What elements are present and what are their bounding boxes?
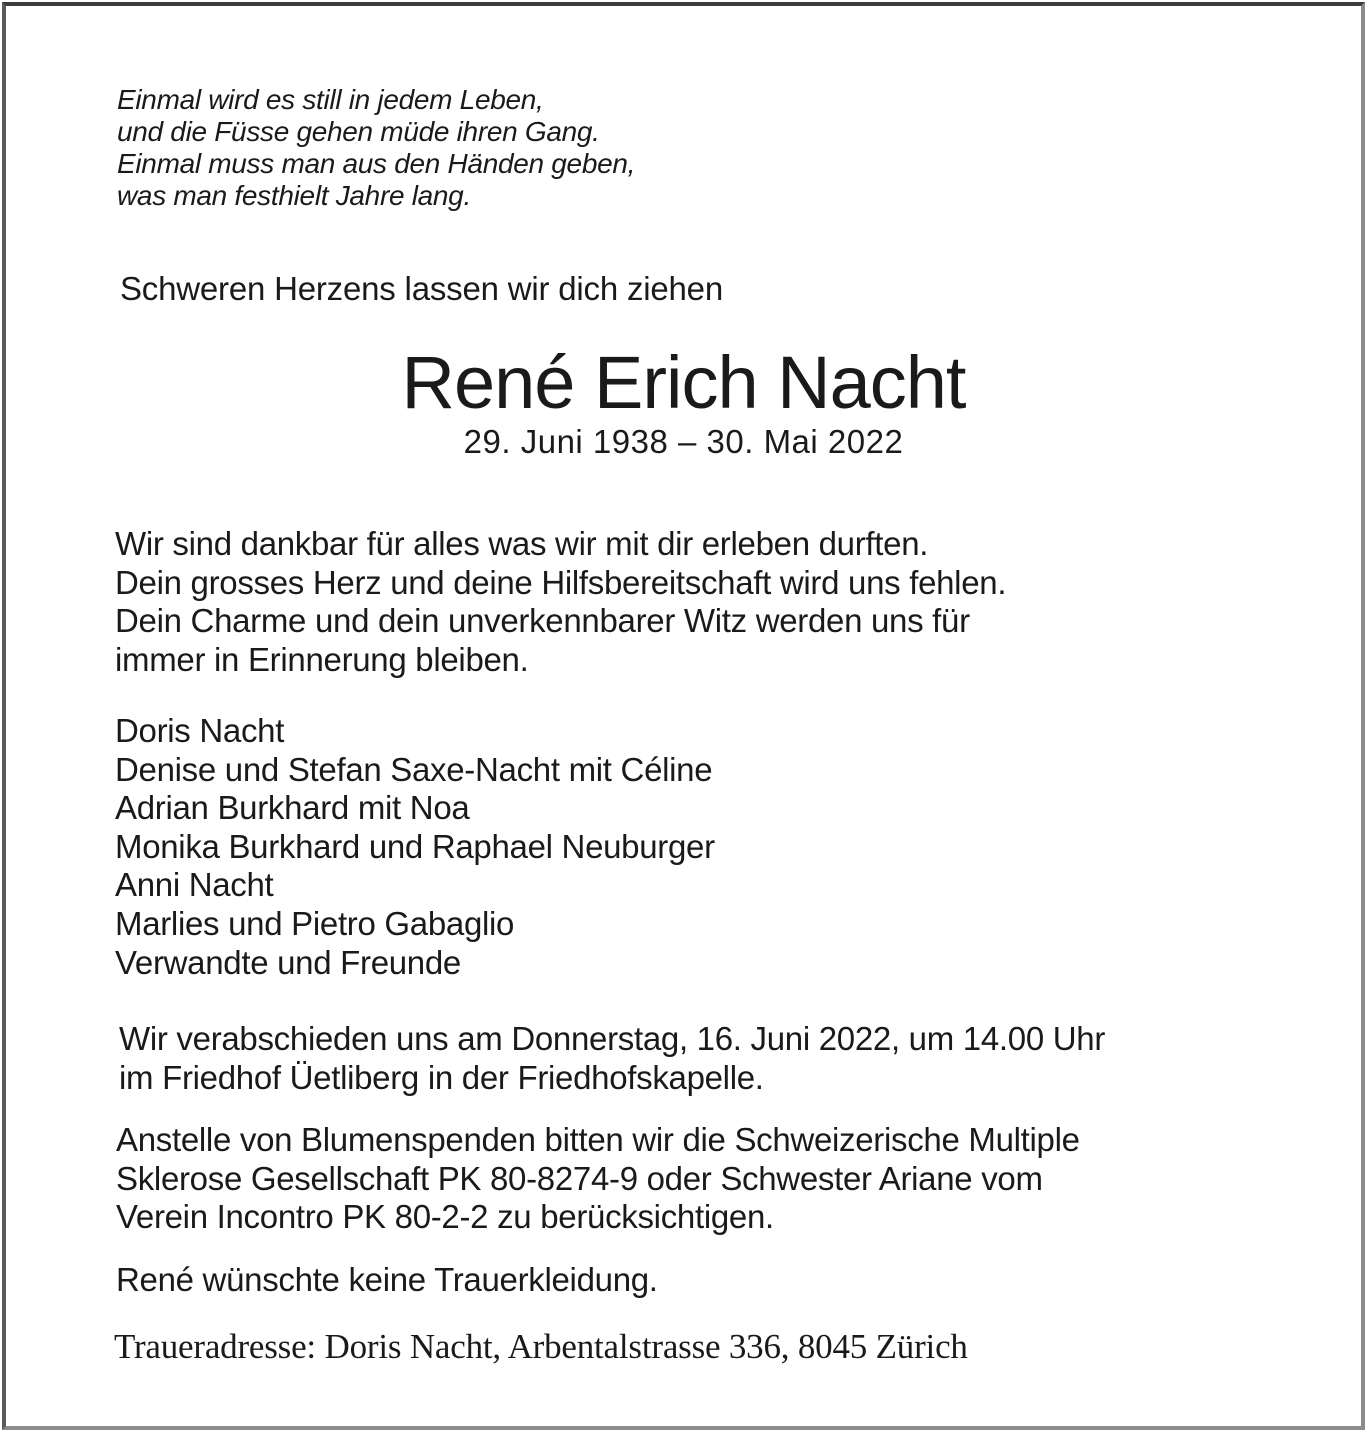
mourner-line: Denise und Stefan Saxe-Nacht mit Céline [115, 750, 713, 788]
donation-line: Anstelle von Blumenspenden bitten wir die Schweizerische Multiple [116, 1121, 1080, 1158]
mourning-address: Traueradresse: Doris Nacht, Arbentalstrasse 336, 8045 Zürich [114, 1327, 968, 1366]
poem-line: und die Füsse gehen müde ihren Gang. [117, 116, 600, 147]
tribute-line: immer in Erinnerung bleiben. [115, 640, 529, 678]
life-dates: 29. Juni 1938 – 30. Mai 2022 [463, 423, 904, 460]
memorial-poem [117, 84, 635, 212]
mourner-line: Marlies und Pietro Gabaglio [115, 904, 515, 942]
mourners-list [115, 712, 715, 982]
poem-line: was man festhielt Jahre lang. [117, 180, 471, 211]
tribute-paragraph [115, 525, 1006, 679]
tribute-line: Dein Charme und dein unverkennbarer Witz werden uns für [115, 602, 970, 640]
poem-line: Einmal wird es still in jedem Leben, [117, 84, 544, 115]
donation-line: Verein Incontro PK 80-2-2 zu berücksichtigen. [116, 1198, 774, 1236]
mourner-line: Anni Nacht [115, 866, 274, 904]
tribute-line: Wir sind dankbar für alles was wir mit dir erleben durften. [115, 525, 929, 562]
mourner-line: Doris Nacht [115, 712, 285, 749]
poem-line: Einmal muss man aus den Händen geben, [117, 148, 636, 179]
service-line: Wir verabschieden uns am Donnerstag, 16. Juni 2022, um 14.00 Uhr [119, 1020, 1106, 1057]
farewell-intro: Schweren Herzens lassen wir dich ziehen [120, 270, 723, 307]
mourner-line: Verwandte und Freunde [115, 943, 461, 981]
deceased-name: René Erich Nacht [401, 341, 966, 424]
mourner-line: Adrian Burkhard mit Noa [115, 789, 470, 827]
donation-line: Sklerose Gesellschaft PK 80-8274-9 oder Schwester Ariane vom [116, 1159, 1043, 1197]
clothing-note: René wünschte keine Trauerkleidung. [116, 1261, 658, 1298]
service-line: im Friedhof Üetliberg in der Friedhofskapelle. [119, 1059, 764, 1096]
donation-request [116, 1121, 1080, 1237]
tribute-line: Dein grosses Herz und deine Hilfsbereitschaft wird uns fehlen. [115, 563, 1007, 601]
mourner-line: Monika Burkhard und Raphael Neuburger [115, 827, 715, 865]
death-notice-page [2, 2, 1365, 1430]
service-announcement [119, 1019, 1105, 1097]
